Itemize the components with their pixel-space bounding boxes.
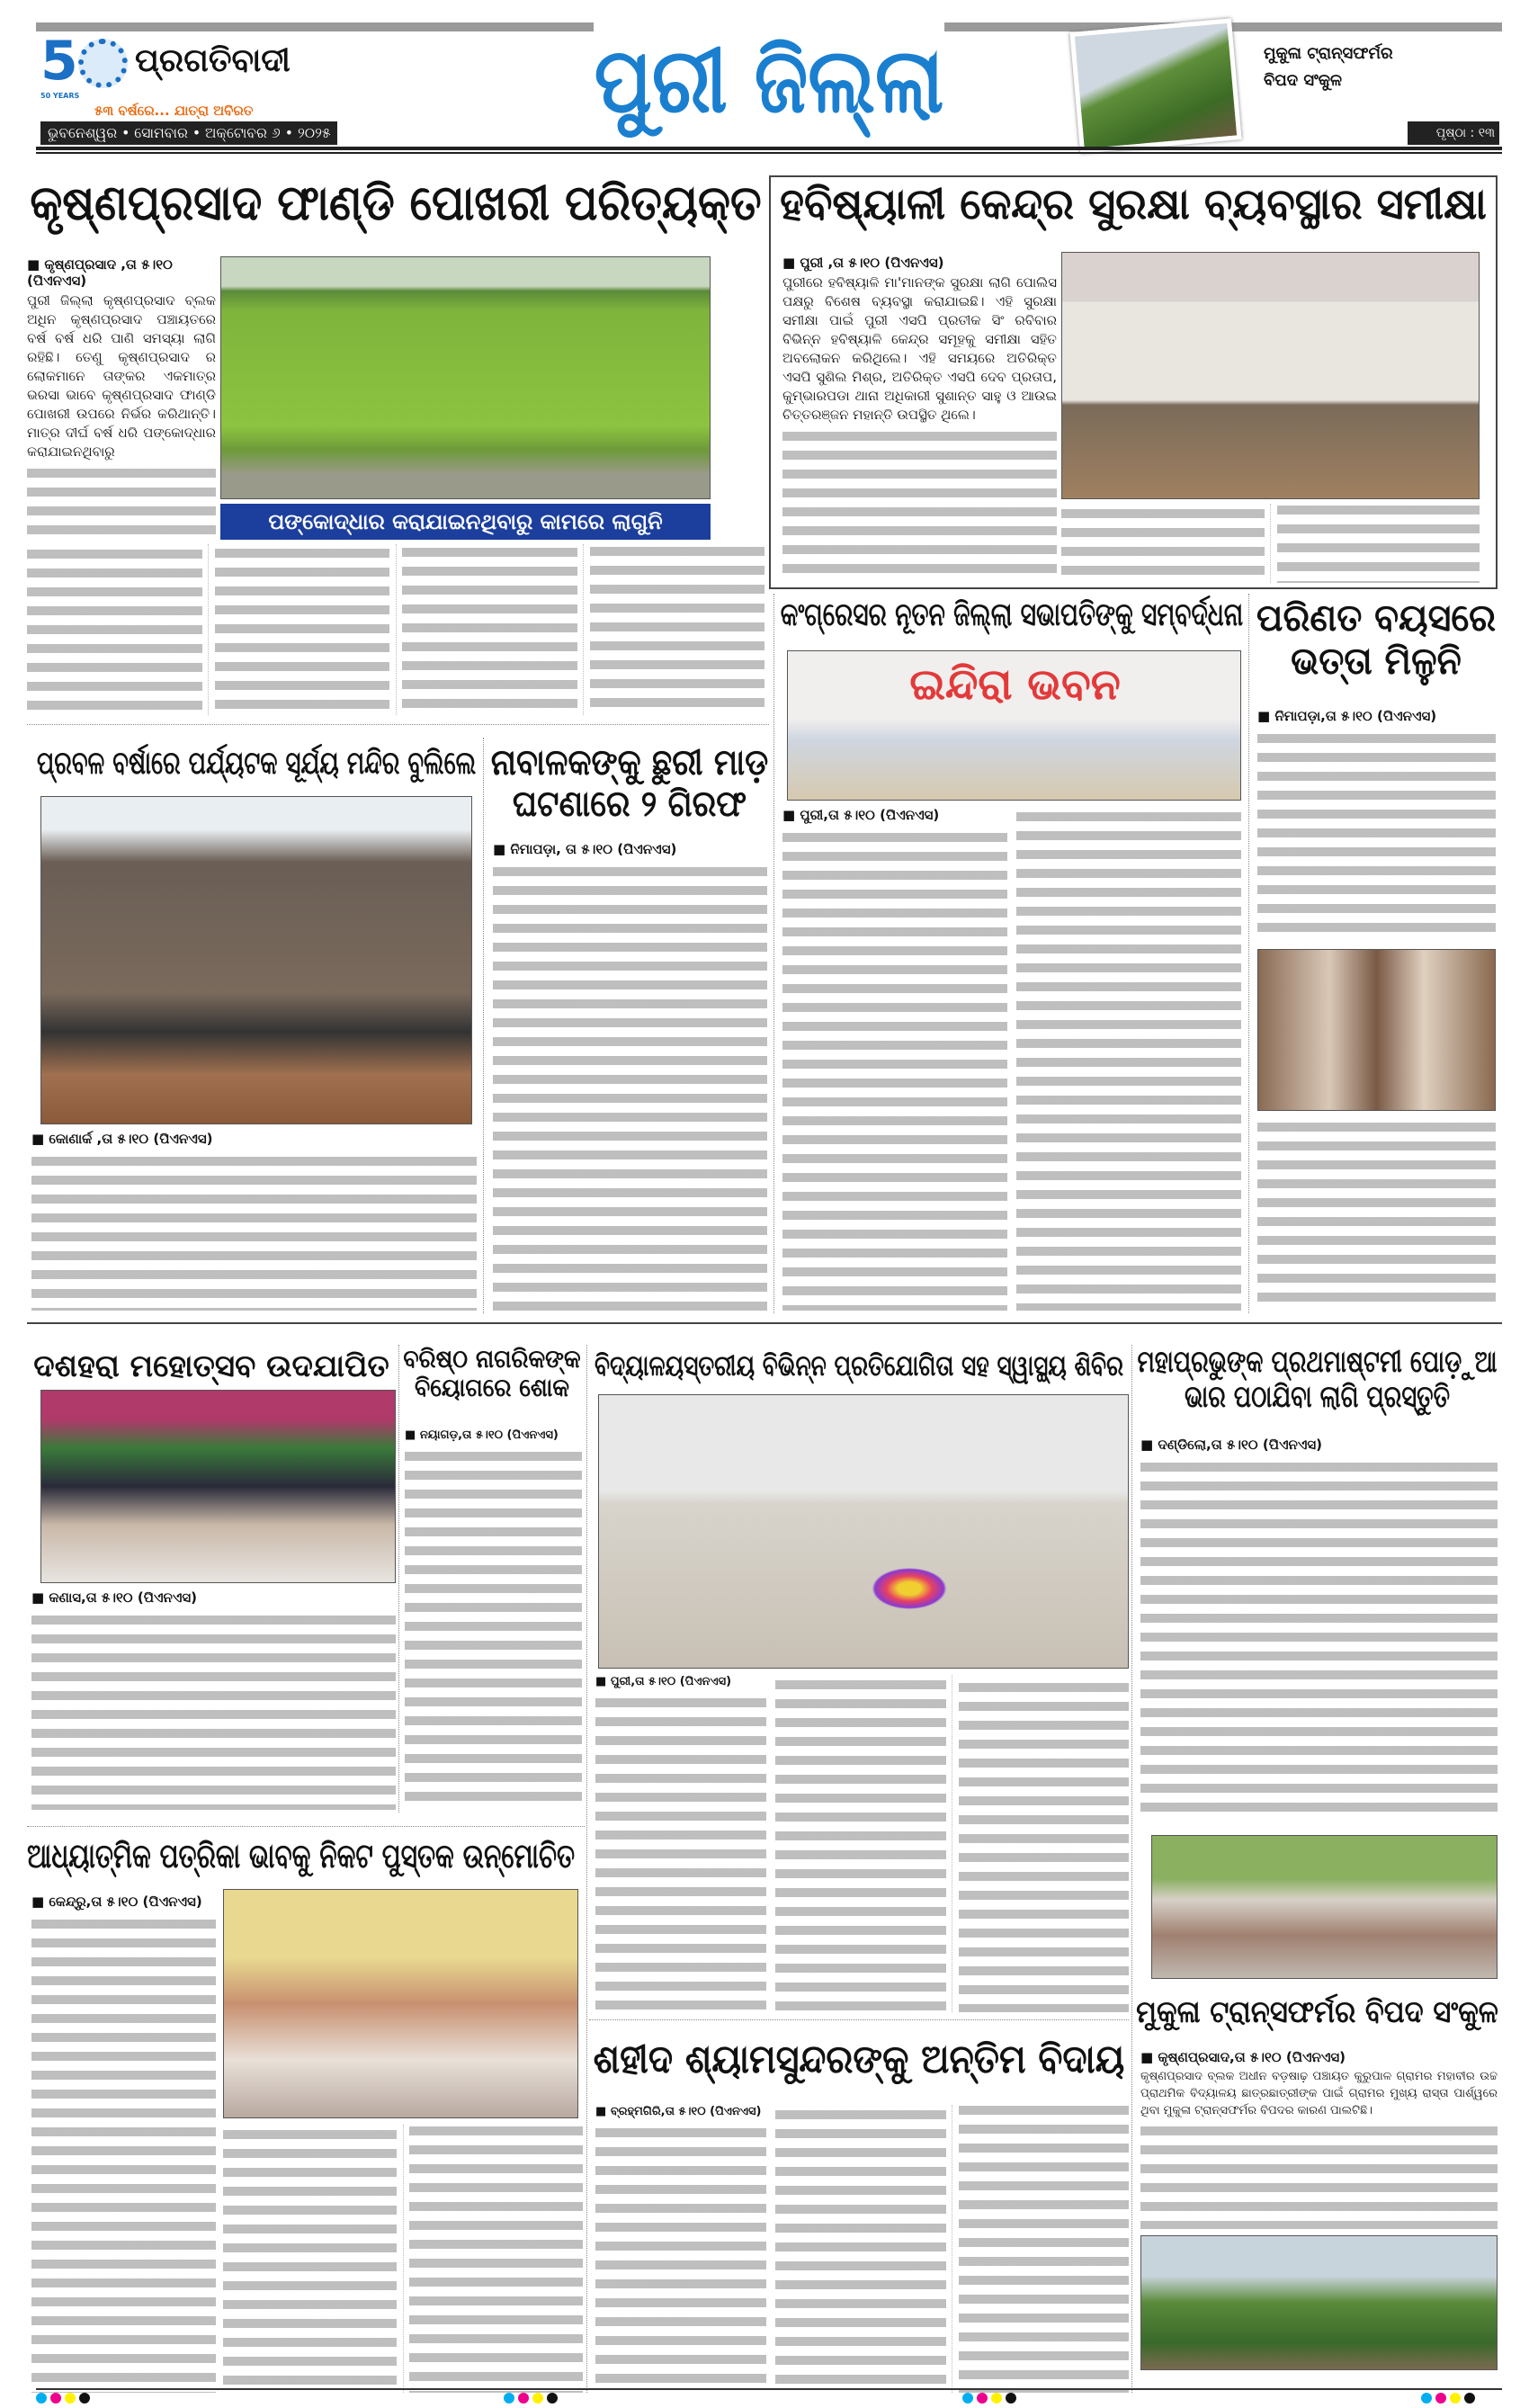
transformer-photo — [1140, 2235, 1498, 2370]
headline-school[interactable]: ବିଦ୍ୟାଳୟସ୍ତରୀୟ ବିଭିନ୍ନ ପ୍ରତିଯୋଗିତା ସହ ସ୍ୱାସ୍ଥ୍ୟ ଶିବିର — [589, 1349, 1129, 1383]
magenta-dot — [50, 2393, 61, 2404]
body-text — [27, 463, 216, 535]
dateline: ■ ପୁରୀ,ତା ୫।୧୦ (ପିଏନଏସ) — [595, 1675, 766, 1688]
body-text — [1061, 504, 1480, 583]
page-number: ପୃଷ୍ଠା : ୧୩ — [1435, 126, 1495, 140]
cyan-dot — [504, 2393, 514, 2404]
article-krushnaprasad-body — [27, 256, 216, 535]
magenta-dot — [977, 2393, 988, 2404]
article-mukula-body — [1140, 2049, 1498, 2229]
article-lead: କୃଷ୍ଣପ୍ରସାଦ ବ୍ଲକ ଅଧୀନ ବଡ଼ଷାଢ଼ ପଞ୍ଚାୟତ କୁରୁପାଳ ଗ୍ରାମର ମହାବୀର ଉଚ୍ଚ ପ୍ରାଥମିକ ବିଦ୍ୟାଳୟ ଛାତ୍ରଛାତ୍ରୀଙ୍କ ପାଇଁ ଗ୍ରାମର ମୁଖ୍ୟ ରାସ୍ତା ପାର୍ଶ୍ୱରେ ଥିବା ମୁକୁଳା ଟ୍ରାନ୍ସଫର୍ମର ବିପଦର କାରଣ ପାଲଟିଛି। — [1140, 2070, 1498, 2117]
dateline: ■ କୃଷ୍ଣପ୍ରସାଦ,ତା ୫।୧୦ (ପିଏନଏସ) — [1140, 2049, 1498, 2065]
page-number-box — [1408, 121, 1499, 145]
photo-banner-text: ଇନ୍ଦିରା ଭବନ — [909, 659, 1121, 710]
article-adhyatmika-body — [31, 1893, 216, 2393]
headline-nabalaka[interactable]: ନାବାଳକଙ୍କୁ ଛୁରୀ ମାଡ଼ ଘଟଣାରେ ୨ ଗିରଫ — [490, 742, 769, 825]
magenta-dot — [1435, 2393, 1446, 2404]
teaser-photo — [1069, 18, 1241, 153]
article-nabalaka-body — [493, 841, 767, 1313]
article-barishtha-body — [405, 1428, 582, 1811]
yellow-dot — [1450, 2393, 1461, 2404]
article-lead: ପୁରୀରେ ହବିଷ୍ୟାଳି ମା'ମାନଙ୍କ ସୁରକ୍ଷା ଲାଗି ପୋଲିସ ପକ୍ଷରୁ ବିଶେଷ ବ୍ୟବସ୍ଥା କରାଯାଇଛି। ଏହି ସୁରକ୍ଷା ସମୀକ୍ଷା ପାଇଁ ପୁରୀ ଏସପି ପ୍ରତୀକ ସିଂ ରବିବାର ବିଭିନ୍ନ ହବିଷ୍ୟାଳି କେନ୍ଦ୍ର ସମୂହକୁ ସମୀକ୍ଷା ସହିତ ଅବଲୋକନ କରିଥିଲେ। ଏହି ସମୟରେ ଅତିରିକ୍ତ ଏସପି ସୁଶିଲ ମିଶ୍ର, ଅତିରିକ୍ତ ଏସପି ଦେବ ପ୍ରତାପ, କୁମ୍ଭାରପଡା ଥାନା ଅଧିକାରୀ ସୁଶାନ୍ତ ସାହୁ ଓ ଆଉଇ ଚିତ୍ତରଞ୍ଜନ ମହାନ୍ତି ଉପସ୍ଥିତ ଥିଲେ। — [782, 274, 1057, 423]
cyan-dot — [36, 2393, 47, 2404]
headline-habishyali[interactable]: ହବିଷ୍ୟାଳୀ କେନ୍ଦ୍ର ସୁରକ୍ଷା ବ୍ୟବସ୍ଥାର ସମୀକ୍ଷା — [773, 180, 1493, 229]
headline-mukula[interactable]: ମୁକୁଳା ଟ୍ରାନ୍ସଫର୍ମର ବିପଦ ସଂକୁଳ — [1136, 1994, 1498, 2030]
yellow-dot — [65, 2393, 76, 2404]
divider — [27, 724, 769, 725]
article-parinata-continued — [1257, 1115, 1496, 1311]
article-mahaprabhu-body — [1140, 1437, 1498, 1814]
divider — [773, 594, 774, 1313]
article-habishyali-continued — [1061, 504, 1480, 583]
footer-rule — [36, 2388, 1502, 2390]
transformer-photo — [1075, 23, 1237, 148]
black-dot — [1464, 2393, 1475, 2404]
magenta-dot — [518, 2393, 529, 2404]
pond-photo — [220, 256, 711, 499]
masthead-rule-left — [36, 22, 594, 31]
dateline: ■ ନୟାଗଡ଼,ତା ୫।୧୦ (ପିଏନଏସ) — [405, 1428, 582, 1442]
headline-adhyatmika[interactable]: ଆଧ୍ୟାତ୍ମିକ ପତ୍ରିକା ଭାବକୁ ନିକଟ ପୁସ୍ତକ ଉନ୍ମୋଚିତ — [27, 1837, 580, 1876]
article-school-continued — [775, 1675, 1129, 2012]
headline-congress[interactable]: କଂଗ୍ରେସର ନୂତନ ଜିଲ୍ଲା ସଭାପତିଙ୍କୁ ସମ୍ବର୍ଦ୍ଧନା — [778, 596, 1246, 633]
headline-barishtha[interactable]: ବରିଷ୍ଠ ନାଗରିକଙ୍କ ବିୟୋଗରେ ଶୋକ — [403, 1344, 581, 1403]
article-school-body — [595, 1675, 766, 2012]
divider — [589, 2019, 1129, 2020]
logo-name: ପ୍ରଗତିବାଦୀ — [135, 42, 291, 79]
color-registration-marks — [504, 2393, 558, 2404]
body-text — [782, 426, 1057, 583]
headline-shahid[interactable]: ଶହୀଦ ଶ୍ୟାମସୁନ୍ଦରଙ୍କୁ ଅନ୍ତିମ ବିଦାୟ — [589, 2037, 1129, 2083]
logo-years: 50 YEARS — [40, 92, 80, 100]
body-text — [1140, 1457, 1498, 1814]
police-review-photo — [1061, 252, 1480, 499]
color-registration-marks — [36, 2393, 90, 2404]
body-text — [27, 544, 764, 715]
congress-felicitation-photo — [787, 650, 1241, 801]
body-text — [775, 1675, 1129, 2012]
body-text — [405, 1446, 582, 1811]
headline-konark[interactable]: ପ୍ରବଳ ବର୍ଷାରେ ପର୍ଯ୍ୟଟକ ସୂର୍ଯ୍ୟ ମନ୍ଦିର ବୁଲିଲେ — [31, 745, 481, 782]
dateline: ■ ନିମାପଡ଼ା, ତା ୫।୧୦ (ପିଏନଏସ) — [493, 841, 767, 857]
yellow-dot — [991, 2393, 1002, 2404]
section-divider — [27, 1322, 1502, 1324]
headline-mahaprabhu[interactable]: ମହାପ୍ରଭୁଙ୍କ ପ୍ରଥମାଷ୍ଟମୀ ପୋଡ଼ୁଆ ଭାର ପଠାଯିବା ଲାଗି ପ୍ରସ୍ତୁତି — [1135, 1345, 1499, 1415]
article-shahid-body — [595, 2105, 766, 2393]
yellow-dot — [532, 2393, 543, 2404]
black-dot — [1006, 2393, 1016, 2404]
sun-temple-photo — [40, 796, 472, 1124]
divider — [1131, 1345, 1132, 2393]
color-registration-marks — [962, 2393, 1016, 2404]
dateline: ■ ନିମାପଡ଼ା,ତା ୫।୧୦ (ପିଏନଏସ) — [1257, 708, 1496, 724]
section-title: ପୁରୀ ଜିଲ୍ଲା — [594, 28, 944, 133]
black-dot — [547, 2393, 558, 2404]
body-text — [493, 862, 767, 1313]
body-text — [595, 2123, 766, 2393]
body-text — [1140, 2121, 1498, 2229]
article-lead: ପୁରୀ ଜିଲ୍ଲା କୃଷ୍ଣପ୍ରସାଦ ବ୍ଲକ ଅଧିନ କୃଷ୍ଣପ୍ରସାଦ ପଞ୍ଚାୟତରେ ବର୍ଷ ବର୍ଷ ଧରି ପାଣି ସମସ୍ୟା ଲାଗି ରହିଛି। ତେଣୁ କୃଷ୍ଣପ୍ରସାଦ ର ଲୋକମାନେ ତାଙ୍କର ଏକମାତ୍ର ଭରସା ଭାବେ କୃଷ୍ଣପ୍ରସାଦ ଫାଣ୍ଡି ପୋଖରୀ ଉପରେ ନିର୍ଭର କରିଥାନ୍ତି। ମାତ୍ର ଦୀର୍ଘ ବର୍ଷ ଧରି ପଙ୍କୋଦ୍ଧାର କରାଯାଇନଥିବାରୁ — [27, 292, 216, 460]
dateline: ■ କୋଣାର୍କ ,ତା ୫।୧୦ (ପିଏନଏସ) — [31, 1131, 477, 1147]
article-parinata-body — [1257, 708, 1496, 942]
teaser-headline[interactable]: ମୁକୁଳା ଟ୍ରାନ୍ସଫର୍ମର ବିପଦ ସଂକୁଳ — [1264, 44, 1393, 90]
dateline: ■ ପୁରୀ,ତା ୫।୧୦ (ପିଏନଏସ) — [782, 807, 1007, 823]
article-krushnaprasad-continued — [27, 544, 764, 715]
cyan-dot — [962, 2393, 973, 2404]
edition-dateline-strip — [40, 121, 337, 145]
body-text — [223, 2125, 583, 2393]
body-text — [782, 828, 1007, 1311]
color-registration-marks — [1421, 2393, 1475, 2404]
book-release-photo — [223, 1889, 578, 2118]
article-konark-body — [31, 1131, 477, 1311]
cyan-dot — [1421, 2393, 1432, 2404]
article-habishyali-body — [782, 255, 1057, 583]
divider — [398, 1345, 399, 1813]
dasahara-festival-photo — [40, 1390, 396, 1583]
headline-parinata[interactable]: ପରିଣତ ବୟସରେ ଭତ୍ତା ମିଳୁନି — [1256, 595, 1497, 684]
dateline: ■ କେନ୍ଦ୍ରୁ,ତା ୫।୧୦ (ପିଏନଏସ) — [31, 1893, 216, 1910]
body-text — [31, 1151, 477, 1311]
newspaper-logo — [40, 34, 337, 120]
headline-dasahara[interactable]: ଦଶହରା ମହୋତ୍ସବ ଉଦଯାପିତ — [27, 1349, 396, 1384]
logo-50 — [40, 34, 78, 88]
body-text — [1016, 807, 1241, 1311]
logo-emblem-icon — [78, 39, 128, 88]
elderly-persons-photo — [1257, 949, 1496, 1111]
body-text — [775, 2105, 1129, 2393]
headline-krushnaprasad[interactable]: କୃଷ୍ଣପ୍ରସାଦ ଫାଣ୍ଡି ପୋଖରୀ ପରିତ୍ୟକ୍ତ — [27, 175, 764, 231]
black-dot — [79, 2393, 90, 2404]
meeting-photo — [1151, 1835, 1498, 1979]
dateline: ■ ବ୍ରହ୍ମଗିରି,ତା ୫।୧୦ (ପିଏନଏସ) — [595, 2105, 766, 2118]
logo-tagline: ୫୩ ବର୍ଷରେ... ଯାତ୍ରା ଅବିରତ — [94, 103, 254, 119]
rangoli-art — [869, 1566, 950, 1611]
body-text — [1257, 1117, 1496, 1311]
article-shahid-continued — [775, 2105, 1129, 2393]
photo-caption: ପଙ୍କୋଦ୍ଧାର କରାଯାଇନଥିବାରୁ କାମରେ ଲାଗୁନି — [268, 509, 663, 534]
edition-dateline: ଭୁବନେଶ୍ୱର • ସୋମବାର • ଅକ୍ଟୋବର ୬ • ୨୦୨୫ — [48, 124, 331, 141]
masthead-rule-thin — [36, 152, 1502, 154]
dateline: ■ କୃଷ୍ଣପ୍ରସାଦ ,ତା ୫।୧୦ (ପିଏନଏସ) — [27, 256, 216, 289]
body-text — [595, 1693, 766, 2012]
dateline: ■ ପୁରୀ ,ତା ୫।୧୦ (ପିଏନଏସ) — [782, 255, 1057, 271]
school-competition-photo — [598, 1394, 1129, 1669]
divider — [27, 1826, 585, 1827]
body-text — [31, 1914, 216, 2393]
divider — [1248, 594, 1249, 1313]
article-dasahara-body — [31, 1589, 396, 1810]
dateline: ■ କଣାସ,ତା ୫।୧୦ (ପିଏନଏସ) — [31, 1589, 396, 1606]
article-congress-body — [782, 807, 1007, 1311]
photo-caption-bar — [220, 504, 711, 540]
dateline: ■ ଦଣ୍ଡିଲୋ,ତା ୫।୧୦ (ପିଏନଏସ) — [1140, 1437, 1498, 1453]
article-adhyatmika-continued — [223, 2125, 583, 2393]
masthead-rule — [36, 147, 1502, 150]
body-text — [1257, 729, 1496, 942]
divider — [586, 1345, 587, 2393]
body-text — [31, 1610, 396, 1810]
article-congress-continued — [1016, 807, 1241, 1311]
divider — [483, 738, 484, 1313]
